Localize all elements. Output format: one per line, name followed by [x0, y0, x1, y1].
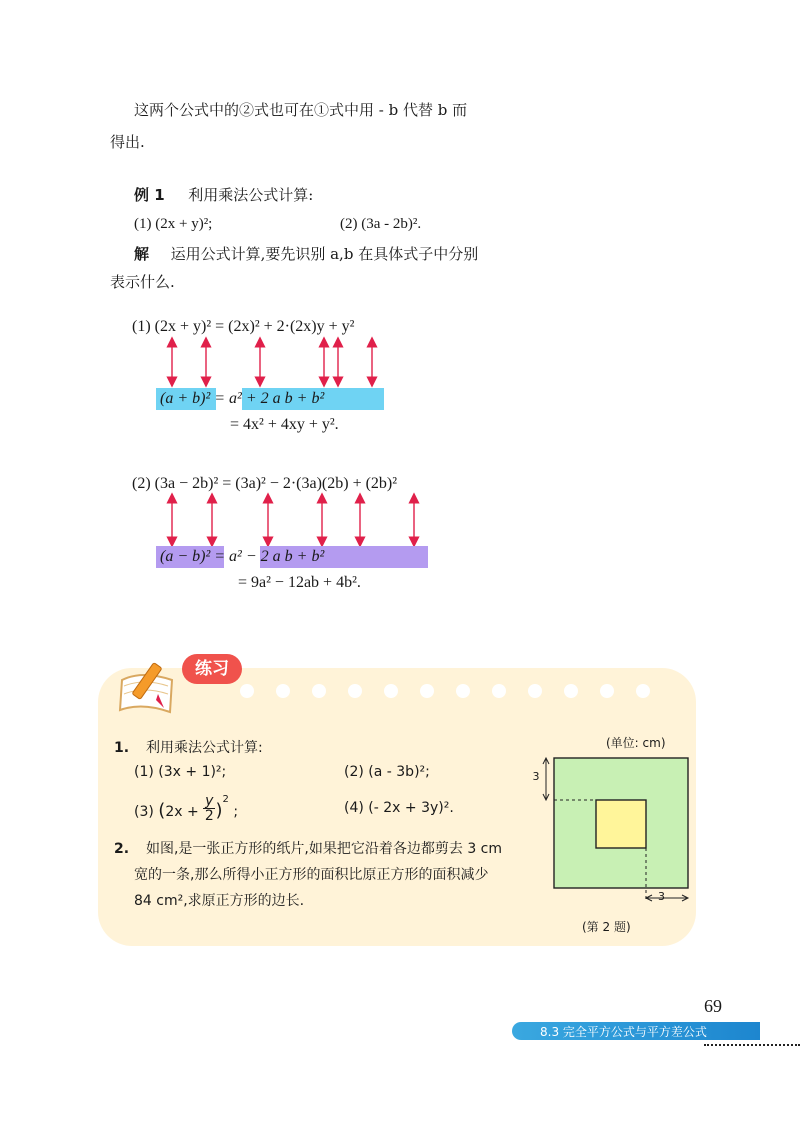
- solution-line-1: [134, 242, 478, 266]
- derivation-1-arrows: [150, 336, 410, 388]
- inner-square: [596, 800, 646, 848]
- example-label: 例 1: [134, 186, 165, 204]
- intro-line-2: 得出.: [110, 133, 145, 151]
- derivation-2-arrows: [150, 492, 440, 548]
- derivation-2-top: (2) (3a − 2b)² = (3a)² − 2·(3a)(2b) + (2b)²: [132, 475, 398, 492]
- example-problem-2: (2) (3a - 2b)².: [340, 216, 422, 232]
- q1-part-b: (2) (a - 3b)²;: [344, 764, 430, 780]
- footer-dotted-line: [704, 1044, 800, 1046]
- figure-caption: (第 2 题): [582, 920, 631, 934]
- practice-badge: 练习: [182, 654, 242, 684]
- q1-line: [114, 737, 263, 757]
- q1-c-prefix: (3): [134, 804, 154, 820]
- derivation-1-result: = 4x² + 4xy + y².: [230, 416, 339, 433]
- square-diagram: [530, 752, 696, 912]
- derivation-2-result: = 9a² − 12ab + 4b².: [238, 574, 361, 591]
- q1-part-a: (1) (3x + 1)²;: [134, 764, 227, 780]
- q2-text-1: 如图,是一张正方形的纸片,如果把它沿着各边都剪去 3 cm: [145, 841, 503, 857]
- q1-c-suffix: ;: [233, 804, 239, 820]
- figure-unit: (单位: cm): [606, 736, 666, 750]
- q1-label: 1.: [114, 740, 130, 756]
- q1-c-mid: 2x +: [165, 804, 204, 820]
- solution-text: 运用公式计算,要先识别 a,b 在具体式子中分别: [170, 245, 479, 263]
- intro-line-1: 这两个公式中的②式也可在①式中用 - b 代替 b 而: [134, 101, 468, 119]
- q2-label: 2.: [114, 841, 130, 857]
- q2-line-2: 宽的一条,那么所得小正方形的面积比原正方形的面积减少: [134, 867, 489, 883]
- q1-c-den: 2: [204, 807, 214, 824]
- solution-label: 解: [134, 245, 150, 263]
- example-problem-1: (1) (2x + y)²;: [134, 216, 213, 232]
- page-number: 69: [704, 996, 722, 1016]
- q1-c-num: y: [205, 792, 214, 809]
- figure-dim-bottom: 3: [658, 890, 665, 903]
- q2-line-1: [114, 838, 502, 858]
- example-prompt: 利用乘法公式计算:: [188, 186, 314, 204]
- q2-line-3: 84 cm²,求原正方形的边长.: [134, 893, 305, 909]
- example-heading: [134, 183, 313, 207]
- solution-line-2: 表示什么.: [110, 273, 175, 291]
- figure-dim-left: 3: [532, 770, 540, 783]
- derivation-1-top: (1) (2x + y)² = (2x)² + 2·(2x)y + y²: [132, 318, 355, 335]
- q1-part-c: (3) (2x + $\frac{y}{2}$ )$^2$ ;: [134, 792, 239, 824]
- q1-text: 利用乘法公式计算:: [145, 740, 263, 756]
- derivation-1-formula: (a + b)² = a² + 2 a b + b²: [160, 390, 325, 407]
- section-title: 8.3 完全平方公式与平方差公式: [540, 1025, 707, 1039]
- q1-part-d: (4) (- 2x + 3y)².: [344, 800, 454, 816]
- notebook-pencil-icon: [112, 650, 192, 720]
- practice-dots: [240, 684, 700, 704]
- derivation-2-formula: (a − b)² = a² − 2 a b + b²: [160, 548, 325, 565]
